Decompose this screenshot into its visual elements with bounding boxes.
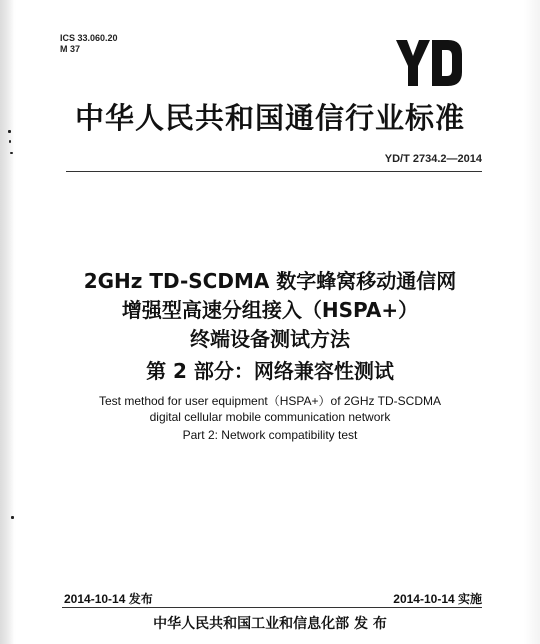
cn-title-line-2: 增强型高速分组接入（HSPA+） (121, 298, 419, 322)
issue-date: 2014-10-14 发布 (64, 592, 153, 606)
yd-logo-letter-d (432, 40, 462, 86)
ics-code: ICS 33.060.20 (60, 33, 118, 43)
standard-number: YD/T 2734.2—2014 (384, 153, 482, 165)
classification-codes (60, 33, 118, 55)
scan-speck (9, 140, 11, 143)
implement-date: 2014-10-14 实施 (393, 592, 482, 606)
en-title-line-2: digital cellular mobile communication network (149, 410, 391, 424)
yd-logo-letter-y (396, 40, 430, 86)
ccs-code: M 37 (60, 44, 81, 54)
cn-title-line-4: 第 2 部分：网络兼容性测试 (146, 359, 394, 383)
yd-logo (396, 40, 462, 86)
scan-speck (10, 152, 13, 154)
header-divider (66, 171, 482, 172)
footer-divider (62, 607, 482, 608)
cn-title-line-3: 终端设备测试方法 (190, 327, 350, 351)
publisher: 中华人民共和国工业和信息化部 发 布 (153, 616, 387, 632)
en-title-line-1: Test method for user equipment（HSPA+）of 2GHz TD-SCDMA (98, 394, 441, 408)
en-title-line-3: Part 2: Network compatibility test (182, 428, 358, 442)
cn-title-line-1: 2GHz TD-SCDMA 数字蜂窝移动通信网 (83, 269, 457, 293)
scan-speck (11, 516, 14, 519)
standard-category-title: 中华人民共和国通信行业标准 (74, 101, 465, 135)
